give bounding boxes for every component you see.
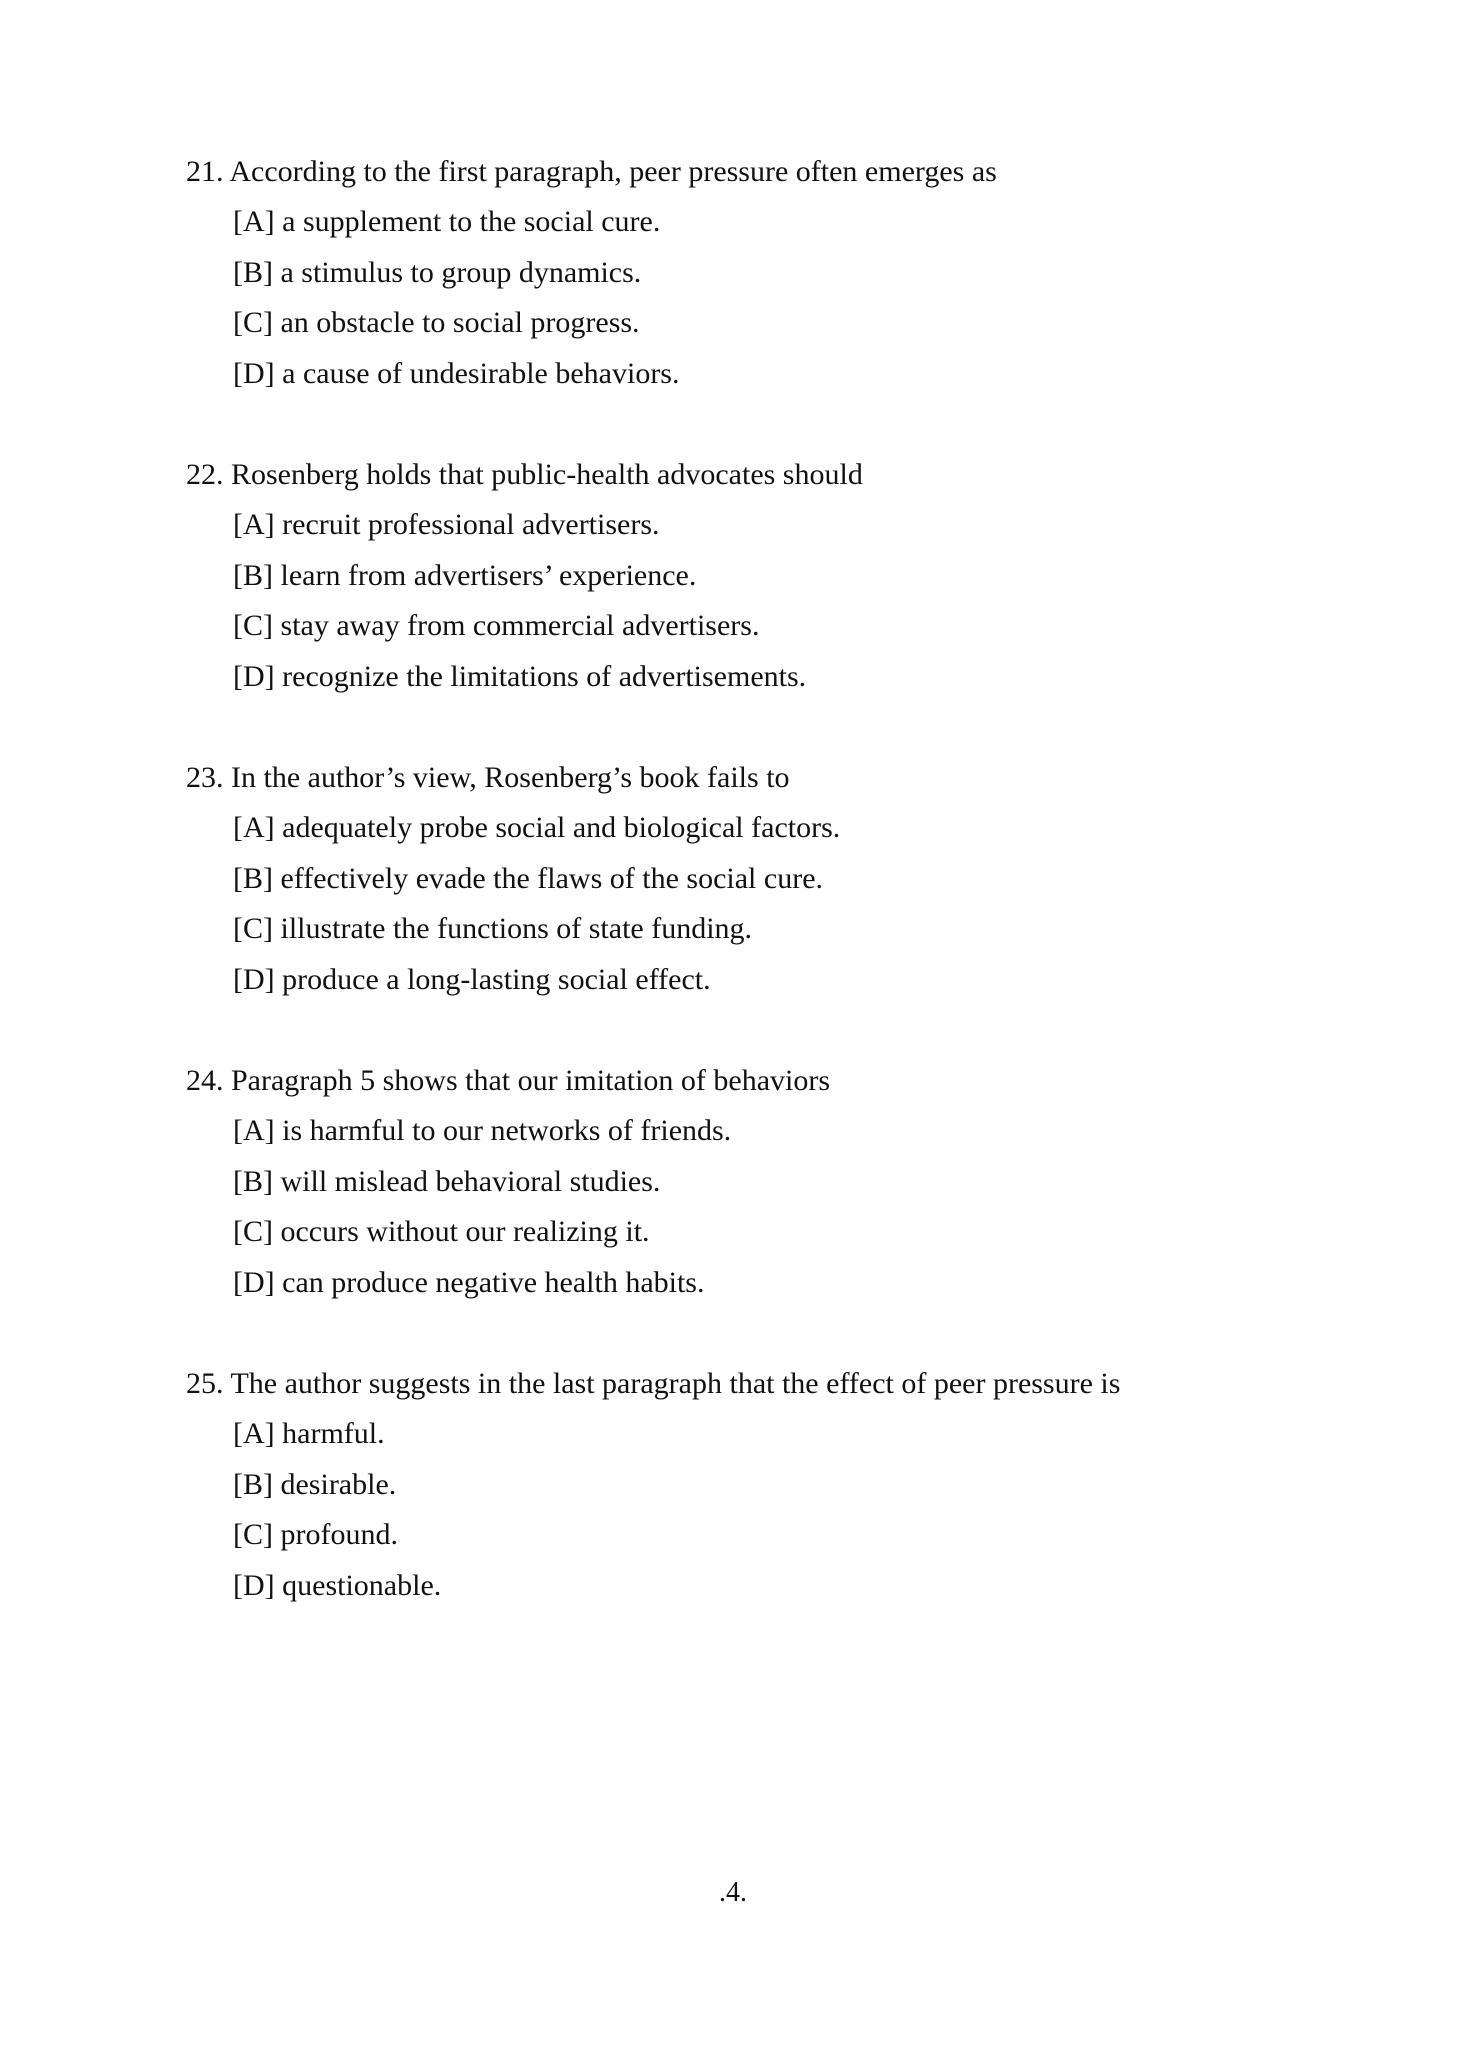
question-21	[186, 147, 1336, 399]
option-b: [B] a stimulus to group dynamics.	[233, 255, 642, 289]
option-list	[233, 500, 1336, 702]
question-stem: 23. In the author’s view, Rosenberg’s book fails to	[186, 761, 790, 794]
option-b: [B] desirable.	[233, 1467, 397, 1501]
page-number: .4.	[719, 1877, 747, 1908]
option-b: [B] learn from advertisers’ experience.	[233, 558, 697, 592]
option-d: [D] questionable.	[233, 1568, 442, 1602]
option-b: [B] will mislead behavioral studies.	[233, 1164, 661, 1198]
option-c: [C] occurs without our realizing it.	[233, 1215, 650, 1248]
option-a: [A] a supplement to the social cure.	[233, 205, 661, 238]
option-a: [A] adequately probe social and biological factors.	[233, 811, 841, 844]
option-c: [C] illustrate the functions of state funding.	[233, 912, 753, 945]
option-list	[233, 1409, 1336, 1611]
option-d: [D] produce a long-lasting social effect.	[233, 962, 711, 996]
option-d: [D] a cause of undesirable behaviors.	[233, 356, 680, 390]
option-list	[233, 1106, 1336, 1308]
question-stem: 25. The author suggests in the last paragraph that the effect of peer pressure is	[186, 1367, 1121, 1400]
question-stem: 21. According to the first paragraph, peer pressure often emerges as	[186, 155, 997, 188]
option-c: [C] profound.	[233, 1518, 398, 1551]
option-a: [A] harmful.	[233, 1417, 385, 1450]
option-a: [A] is harmful to our networks of friends.	[233, 1114, 732, 1147]
question-stem: 24. Paragraph 5 shows that our imitation of behaviors	[186, 1064, 831, 1097]
option-list	[233, 197, 1336, 399]
option-a: [A] recruit professional advertisers.	[233, 508, 660, 541]
question-24	[186, 1056, 1336, 1308]
question-23	[186, 753, 1336, 1005]
option-b: [B] effectively evade the flaws of the social cure.	[233, 861, 824, 895]
option-d: [D] can produce negative health habits.	[233, 1265, 705, 1299]
question-list	[186, 147, 1336, 1662]
question-25	[186, 1359, 1336, 1611]
question-stem: 22. Rosenberg holds that public-health advocates should	[186, 458, 863, 491]
question-22	[186, 450, 1336, 702]
option-c: [C] stay away from commercial advertisers.	[233, 609, 760, 642]
option-c: [C] an obstacle to social progress.	[233, 306, 640, 339]
option-list	[233, 803, 1336, 1005]
option-d: [D] recognize the limitations of advertisements.	[233, 659, 807, 693]
